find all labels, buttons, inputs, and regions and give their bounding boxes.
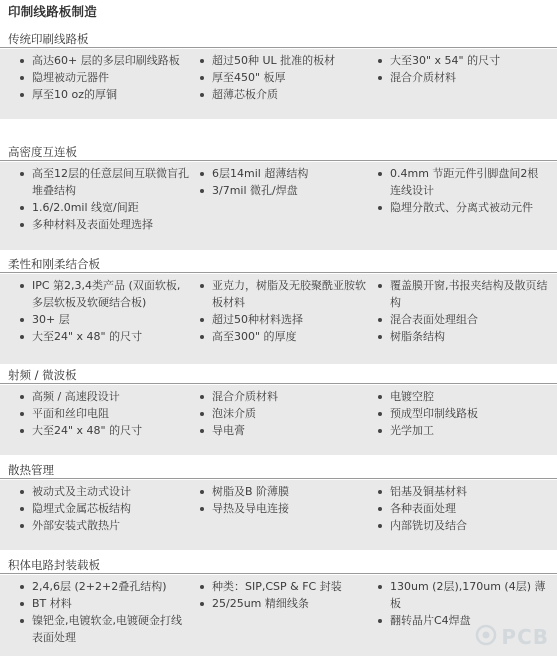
section-title: 积体电路封装载板 (8, 558, 100, 572)
feature-list-column (198, 52, 366, 103)
feature-list-column (198, 388, 366, 439)
list-item: 大至30" x 54" 的尺寸 (376, 52, 548, 69)
section-divider (0, 478, 557, 479)
list-item: BT 材料 (18, 595, 190, 612)
feature-list-column (198, 277, 366, 345)
list-item: 厚至10 oz的厚铜 (18, 86, 190, 103)
section-divider (0, 160, 557, 161)
section-content (0, 274, 557, 364)
section-content (0, 480, 557, 550)
list-item: 电镀空腔 (376, 388, 548, 405)
feature-list-column (18, 483, 190, 534)
list-item: 覆盖膜开窗,书报夹结构及散页结构 (376, 277, 548, 311)
section-divider (0, 47, 557, 48)
list-item: 3/7mil 微孔/焊盘 (198, 182, 366, 199)
feature-list-column (198, 165, 366, 199)
list-item: 超薄芯板介质 (198, 86, 366, 103)
list-item: 130um (2层),170um (4层) 薄板 (376, 578, 548, 612)
list-item: 高频 / 高速段设计 (18, 388, 190, 405)
list-item: 6层14mil 超薄结构 (198, 165, 366, 182)
list-item: 高至300" 的厚度 (198, 328, 366, 345)
list-item: 隐埋被动元器件 (18, 69, 190, 86)
feature-list-column (376, 277, 548, 345)
section-title: 传统印刷线路板 (8, 32, 89, 46)
list-item: 高达60+ 层的多层印刷线路板 (18, 52, 190, 69)
watermark-text: PCB (501, 625, 549, 649)
feature-list-column (18, 277, 190, 345)
page-title: 印制线路板制造 (8, 4, 97, 19)
section-divider (0, 383, 557, 384)
list-item: 大至24" x 48" 的尺寸 (18, 328, 190, 345)
list-item: 镍钯金,电镀软金,电镀硬金打线表面处理 (18, 612, 190, 646)
list-item: 光学加工 (376, 422, 548, 439)
list-item: 亚克力，树脂及无胶聚酰亚胺软板材料 (198, 277, 366, 311)
section-title: 高密度互连板 (8, 145, 77, 159)
list-item: 1.6/2.0mil 线宽/间距 (18, 199, 190, 216)
feature-list-column (376, 483, 548, 534)
section-content (0, 575, 557, 656)
list-item: 隐埋分散式、分离式被动元件 (376, 199, 548, 216)
list-item: 高至12层的任意层间互联微盲孔堆叠结构 (18, 165, 190, 199)
feature-list-column (376, 578, 548, 629)
section-title: 散热管理 (8, 463, 54, 477)
feature-list-column (18, 388, 190, 439)
watermark-logo-icon (475, 624, 497, 650)
watermark (475, 624, 549, 650)
list-item: 树脂条结构 (376, 328, 548, 345)
list-item: 0.4mm 节距元件引脚盘间2根连线设计 (376, 165, 548, 199)
feature-list-column (198, 578, 366, 612)
list-item: 超过50种 UL 批准的板材 (198, 52, 366, 69)
list-item: IPC 第2,3,4类产品 (双面软板,多层软板及软硬结合板) (18, 277, 190, 311)
list-item: 隐埋式金属芯板结构 (18, 500, 190, 517)
section-title: 柔性和刚柔结合板 (8, 257, 100, 271)
list-item: 被动式及主动式设计 (18, 483, 190, 500)
list-item: 混合介质材料 (198, 388, 366, 405)
feature-list-column (376, 165, 548, 216)
list-item: 25/25um 精细线条 (198, 595, 366, 612)
section-content (0, 385, 557, 455)
list-item: 树脂及B 阶薄膜 (198, 483, 366, 500)
section-content (0, 162, 557, 250)
feature-list-column (18, 578, 190, 646)
list-item: 混合介质材料 (376, 69, 548, 86)
list-item: 超过50种材料选择 (198, 311, 366, 328)
feature-list-column (376, 52, 548, 86)
list-item: 导热及导电连接 (198, 500, 366, 517)
list-item: 内部铣切及结合 (376, 517, 548, 534)
list-item: 导电膏 (198, 422, 366, 439)
list-item: 大至24" x 48" 的尺寸 (18, 422, 190, 439)
list-item: 外部安装式散热片 (18, 517, 190, 534)
list-item: 厚至450" 板厚 (198, 69, 366, 86)
feature-list-column (18, 52, 190, 103)
section-divider (0, 272, 557, 273)
list-item: 混合表面处理组合 (376, 311, 548, 328)
feature-list-column (376, 388, 548, 439)
list-item: 平面和丝印电阻 (18, 405, 190, 422)
list-item: 铝基及铜基材料 (376, 483, 548, 500)
list-item: 翻转晶片C4焊盘 (376, 612, 548, 629)
list-item: 2,4,6层 (2+2+2叠孔结构) (18, 578, 190, 595)
list-item: 30+ 层 (18, 311, 190, 328)
section-title: 射频 / 微波板 (8, 368, 77, 382)
list-item: 泡沫介质 (198, 405, 366, 422)
section-divider (0, 573, 557, 574)
list-item: 各种表面处理 (376, 500, 548, 517)
list-item: 种类：SIP,CSP & FC 封装 (198, 578, 366, 595)
feature-list-column (18, 165, 190, 233)
section-content (0, 49, 557, 119)
feature-list-column (198, 483, 366, 517)
list-item: 预成型印制线路板 (376, 405, 548, 422)
list-item: 多种材料及表面处理选择 (18, 216, 190, 233)
